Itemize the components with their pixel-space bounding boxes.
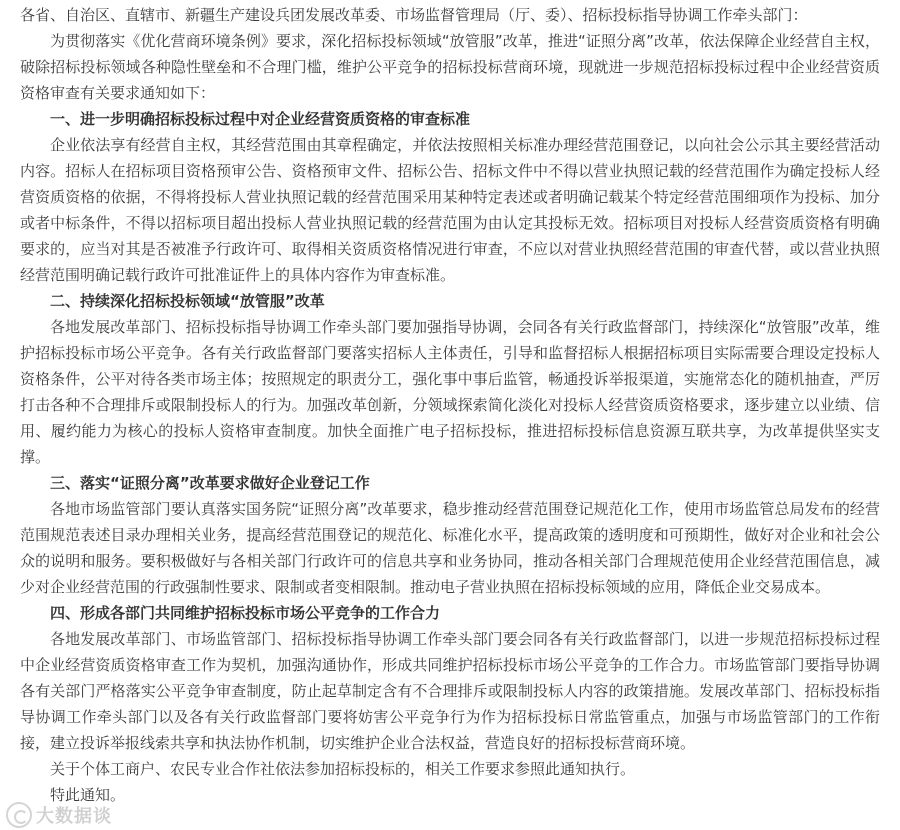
watermark [6, 802, 112, 828]
section-body-1: 企业依法享有经营自主权，其经营范围由其章程确定，并依法按照相关标准办理经营范围登记，以向社会公示其主要经营活动内容。招标人在招标项目资格预审公告、资格预审文件、招标公告、招标文件中不得以营业执照记载的经营范围作为确定投标人经营资质资格的依据，不得将投标人营业执照记载的经营范围采用某种特定表述或者明确记载某个特定经营范围细项作为投标、加分或者中标条件，不得以招标项目超出投标人营业执照记载的经营范围为由认定其投标无效。招标项目对投标人经营资质资格有明确要求的，应当对其是否被准予行政许可、取得相关资质资格情况进行审查，不应以对营业执照经营范围的审查代替，或以营业执照经营范围明确记载行政许可批准证件上的具体内容作为审查标准。 [20, 136, 880, 284]
closing-note: 关于个体工商户、农民专业合作社依法参加招标投标的，相关工作要求参照此通知执行。 [50, 760, 636, 778]
section-heading-1: 一、进一步明确招标投标过程中对企业经营资质资格的审查标准 [50, 110, 471, 128]
section-body-4: 各地发展改革部门、市场监管部门、招标投标指导协调工作牵头部门要会同各有关行政监督部门，以进一步规范招标投标过程中企业经营资质资格审查工作为契机，加强沟通协作，形成共同维护招标投标市场公平竞争的工作合力。市场监管部门要指导协调各有关部门严格落实公平竞争审查制度，防止起草制定含有不合理排斥或限制投标人内容的政策措施。发展改革部门、招标投标指导协调工作牵头部门以及各有关行政监督部门要将妨害公平竞争行为作为招标投标日常监管重点，加强与市场监管部门的工作衔接，建立投诉举报线索共享和执法协作机制，切实维护企业合法权益，营造良好的招标投标营商环境。 [20, 630, 880, 752]
sign-off: 特此通知。 [50, 786, 126, 804]
section-heading-4: 四、形成各部门共同维护招标投标市场公平竞争的工作合力 [50, 604, 441, 622]
notice-document [20, 2, 880, 808]
watermark-text: 大数据谈 [36, 806, 112, 827]
section-heading-2: 二、持续深化招标投标领域“放管服”改革 [50, 292, 325, 310]
section-body-2: 各地发展改革部门、招标投标指导协调工作牵头部门要加强指导协调，会同各有关行政监督部门，持续深化“放管服”改革，维护招标投标市场公平竞争。各有关行政监督部门要落实招标人主体责任，引导和监督招标人根据招标项目实际需要合理设定投标人资格条件，公平对待各类市场主体；按照规定的职责分工，强化事中事后监管，畅通投诉举报渠道，实施常态化的随机抽查，严厉打击各种不合理排斥或限制投标人的行为。加强改革创新，分领域探索简化淡化对投标人经营资质资格要求，逐步建立以业绩、信用、履约能力为核心的投标人资格审查制度。加快全面推广电子招标投标，推进招标投标信息资源互联共享，为改革提供坚实支撑。 [20, 318, 880, 466]
intro-paragraph: 为贯彻落实《优化营商环境条例》要求，深化招标投标领域“放管服”改革，推进“证照分离”改革，依法保障企业经营自主权，破除招标投标领域各种隐性壁垒和不合理门槛，维护公平竞争的招标投标营商环境，现就进一步规范招标投标过程中企业经营资质资格审查有关要求通知如下： [20, 32, 880, 102]
section-body-3: 各地市场监管部门要认真落实国务院“证照分离”改革要求，稳步推动经营范围登记规范化工作，使用市场监管总局发布的经营范围规范表述目录办理相关业务，提高经营范围登记的规范化、标准化水平，提高政策的透明度和可预期性，做好对企业和社会公众的说明和服务。要积极做好与各相关部门行政许可的信息共享和业务协同，推动各相关部门合理规范使用企业经营范围信息，减少对企业经营范围的行政强制性要求、限制或者变相限制。推动电子营业执照在招标投标领域的应用，降低企业交易成本。 [20, 500, 880, 596]
section-heading-3: 三、落实“证照分离”改革要求做好企业登记工作 [50, 474, 370, 492]
addressee: 各省、自治区、直辖市、新疆生产建设兵团发展改革委、市场监督管理局（厅、委）、招标投标指导协调工作牵头部门： [20, 6, 808, 24]
watermark-logo-icon [6, 802, 32, 828]
